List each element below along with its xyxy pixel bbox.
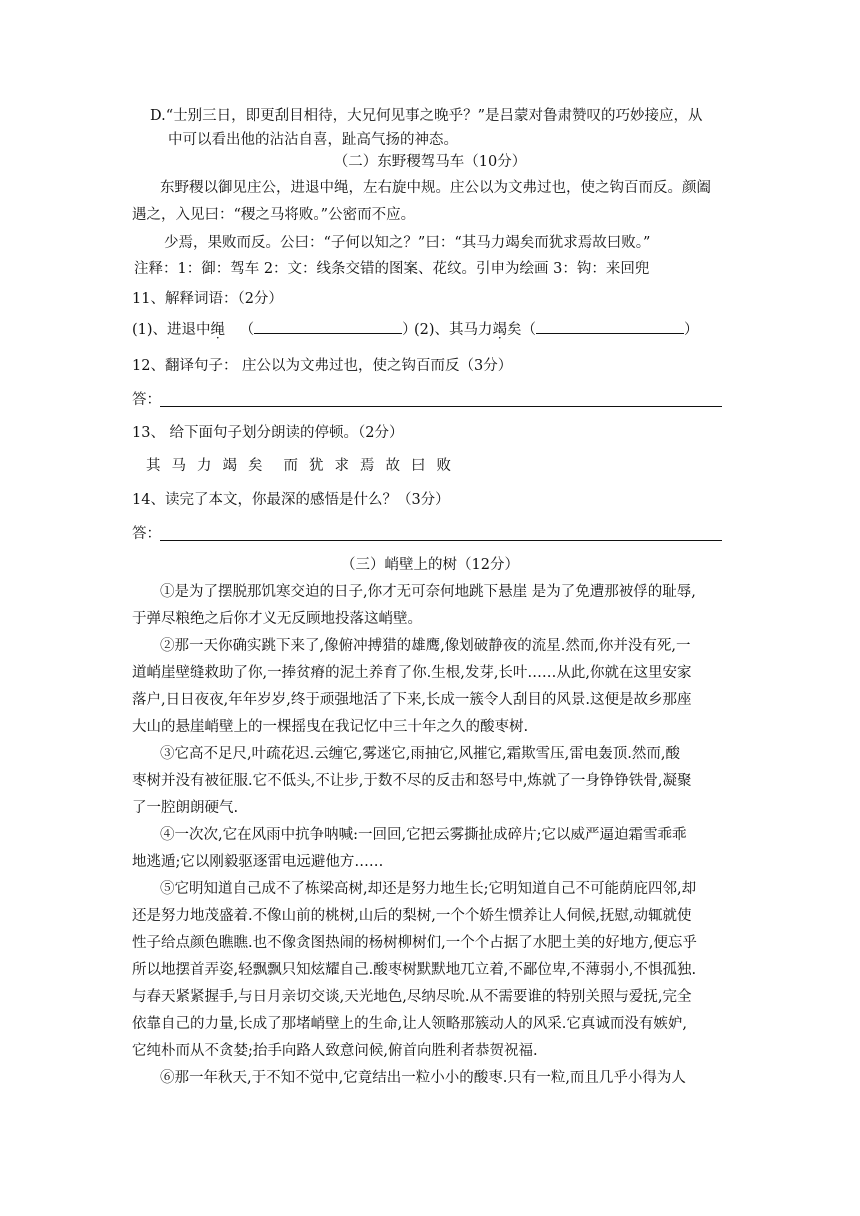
q13-char: 马 bbox=[171, 458, 186, 474]
section3-line: ②那一天你确实跳下来了,像俯冲搏猎的雄鹰,像划破静夜的流星.然而,你并没有死,一 bbox=[160, 638, 691, 654]
section2-p1-line1: 东野稷以御见庄公，进退中绳，左右旋中规。庄公以为文弗过也，使之钩百而反。颜阖 bbox=[160, 180, 711, 196]
q14-answer-line[interactable] bbox=[160, 540, 722, 541]
section3-line: ④一次次,它在风雨中抗争呐喊:一回回,它把云雾撕扯成碎片;它以威严逼迫霜雪乖乖 bbox=[160, 827, 687, 843]
section3-line: 落户,日日夜夜,年年岁岁,终于顽强地活了下来,长成一簇令人刮目的风景.这便是故乡那座 bbox=[132, 692, 692, 708]
q11-item2-close-paren: ） bbox=[684, 322, 699, 338]
q11-item2-suffix: 矣（ bbox=[507, 322, 537, 338]
section3-line: 所以地摆首弄姿,轻飘飘只知炫耀自己.酸枣树默默地兀立着,不鄙位卑,不薄弱小,不惧孤独. bbox=[132, 962, 697, 978]
q13-char: 败 bbox=[436, 458, 451, 474]
section3-line: ⑤它明知道自己成不了栋梁高树,却还是努力地生长;它明知道自己不可能荫庇四邻,却 bbox=[160, 881, 697, 897]
section3-line: 还是努力地茂盛着.不像山前的桃树,山后的梨树,一个个娇生惯养让人伺候,抚慰,动辄就使 bbox=[132, 908, 692, 924]
q12-answer-line[interactable] bbox=[160, 406, 722, 407]
q13-stem: 13、 给下面句子划分朗读的停顿。（2分） bbox=[132, 425, 404, 441]
q14-answer-label: 答： bbox=[132, 526, 161, 542]
section3-line: 大山的悬崖峭壁上的一棵摇曳在我记忆中三十年之久的酸枣树. bbox=[132, 719, 529, 735]
section3-line: 枣树并没有被征服.它不低头,不让步,于数不尽的反击和怒号中,炼就了一身铮铮铁骨,凝聚 bbox=[132, 773, 692, 789]
q11-item2 bbox=[414, 318, 699, 340]
q13-char: 求 bbox=[334, 458, 349, 474]
q12-answer-label: 答： bbox=[132, 392, 161, 408]
section2-p1-line2: 遇之，入见曰：“稷之马将败。”公密而不应。 bbox=[132, 207, 416, 223]
q11-item2-target-char: 竭 bbox=[492, 322, 508, 338]
q11-item1-close-paren: ） bbox=[402, 322, 417, 338]
q13-char: 竭 bbox=[222, 458, 237, 474]
q11-item2-blank[interactable] bbox=[536, 318, 684, 334]
section3-line: ③它高不足尺,叶疏花迟.云缠它,雾迷它,雨抽它,风摧它,霜欺雪压,雷电轰顶.然而,酸 bbox=[160, 746, 680, 762]
section3-line: 于弹尽粮绝之后你才义无反顾地投落这峭壁。 bbox=[132, 611, 422, 627]
section3-line: ⑥那一年秋天,于不知不觉中,它竟结出一粒小小的酸枣.只有一粒,而且几乎小得为人 bbox=[160, 1070, 686, 1086]
section2-title: （二）东野稷驾马车（10分） bbox=[333, 154, 527, 170]
q13-char: 力 bbox=[197, 458, 212, 474]
q13-char: 矣 bbox=[248, 458, 263, 474]
q11-stem: 11、解释词语：（2分） bbox=[132, 291, 283, 307]
q11-item1-blank[interactable] bbox=[254, 318, 402, 334]
section3-line: 依靠自己的力量,长成了那堵峭壁上的生命,让人领略那簇动人的风采.它真诚而没有嫉妒, bbox=[132, 1016, 687, 1032]
section3-line: 性子给点颜色瞧瞧.也不像贪图热闹的杨树柳树们,一个个占据了水肥土美的好地方,便忘乎 bbox=[132, 935, 697, 951]
option-d-line1: D.“士别三日，即更刮目相待，大兄何见事之晚乎？”是吕蒙对鲁肃赞叹的巧妙接应，从 bbox=[150, 108, 703, 124]
q11-item1-open-paren: （ bbox=[239, 322, 255, 338]
section3-line: 与春天紧紧握手,与日月亲切交谈,天光地色,尽纳尽吮.从不需要谁的特别关照与爱抚,完全 bbox=[132, 989, 692, 1005]
q11-item1-prefix: (1)、进退中 bbox=[132, 322, 211, 338]
section3-line: 它纯朴而从不贪婪;抬手向路人致意问候,俯首向胜利者恭贺祝福. bbox=[132, 1043, 538, 1059]
q13-char: 焉 bbox=[360, 458, 375, 474]
q11-item1-target-char: 绳 bbox=[210, 322, 226, 338]
q12-stem: 12、翻译句子： 庄公以为文弗过也，使之钩百而反（3分） bbox=[132, 358, 513, 374]
q13-char: 犹 bbox=[309, 458, 324, 474]
section2-p2: 少焉，果败而反。公曰：“子何以知之？”曰：“其马力竭矣而犹求焉故曰败。” bbox=[164, 235, 651, 251]
q11-item1 bbox=[132, 318, 417, 340]
section2-notes: 注释：1：御：驾车 2：文：线条交错的图案、花纹。引申为绘画 3：钩：来回兜 bbox=[134, 261, 650, 277]
q13-char: 而 bbox=[283, 458, 298, 474]
q11-item2-prefix: (2)、其马力 bbox=[414, 322, 493, 338]
section3-title: （三）峭壁上的树（12分） bbox=[341, 557, 519, 573]
q14-stem: 14、读完了本文，你最深的感悟是什么？（3分） bbox=[132, 492, 450, 508]
section3-line: 地逃遁;它以刚毅驱逐雷电远避他方…… bbox=[132, 854, 384, 870]
q13-char: 故 bbox=[385, 458, 400, 474]
q13-char: 其 bbox=[146, 458, 161, 474]
option-d-line2: 中可以看出他的沾沾自喜，趾高气扬的神态。 bbox=[168, 132, 458, 148]
section3-line: 了一腔朗朗硬气. bbox=[132, 800, 239, 816]
q13-sentence bbox=[146, 456, 462, 476]
section3-line: 道峭崖壁缝救助了你,一捧贫瘠的泥土养育了你.生根,发芽,长叶……从此,你就在这里安家 bbox=[132, 665, 692, 681]
q13-char: 曰 bbox=[411, 458, 426, 474]
section3-line: ①是为了摆脱那饥寒交迫的日子,你才无可奈何地跳下悬崖 是为了免遭那被俘的耻辱, bbox=[160, 584, 696, 600]
